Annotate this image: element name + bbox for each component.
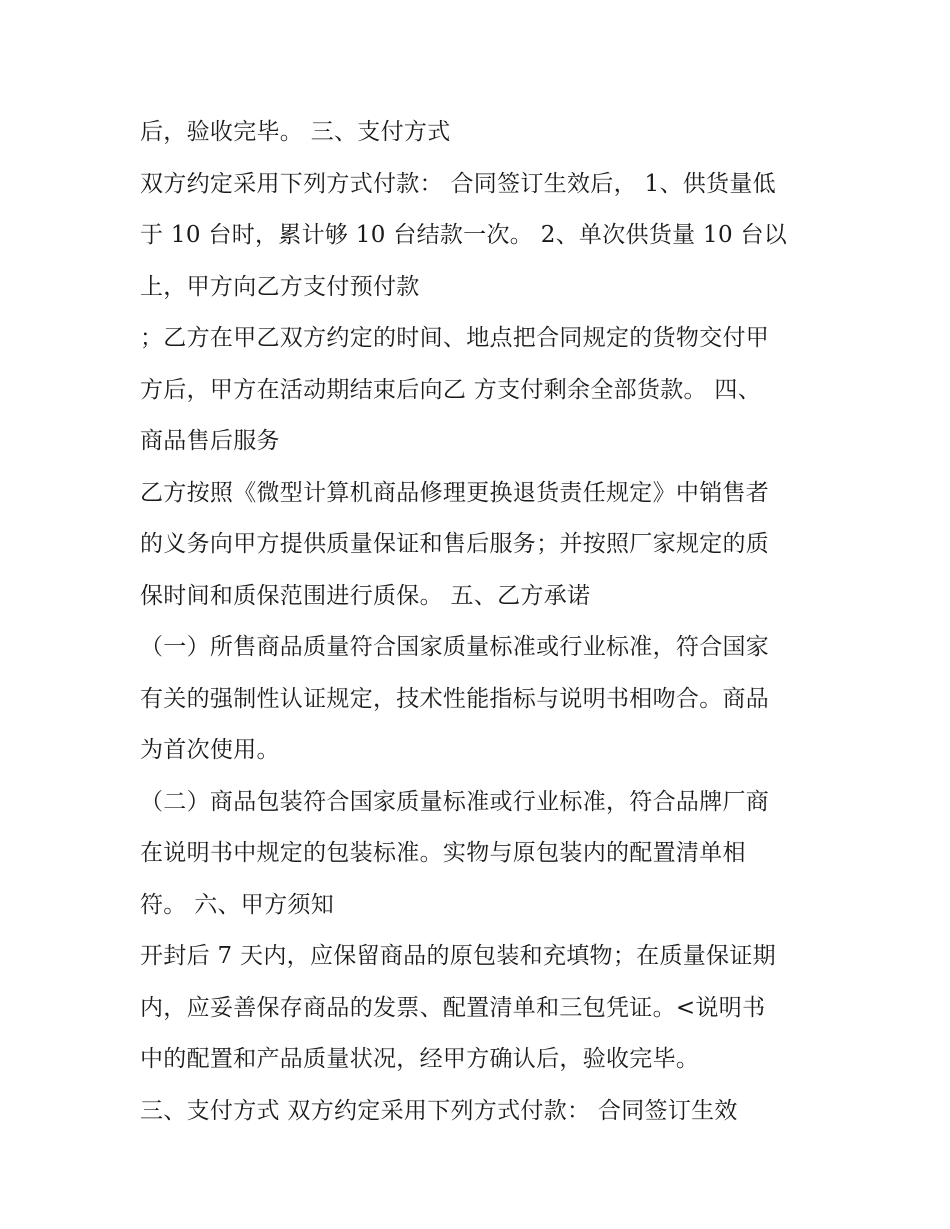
text-line: 后，验收完毕。 三、支付方式: [140, 119, 451, 145]
text-line: 于 10 台时，累计够 10 台结款一次。 2、单次供货量 10 台以: [140, 222, 788, 248]
text-line: 上，甲方向乙方支付预付款: [140, 273, 420, 300]
text-line: 三、支付方式 双方约定采用下列方式付款： 合同签订生效: [140, 1097, 738, 1124]
text-line: 在说明书中规定的包装标准。实物与原包装内的配置清单相: [140, 840, 746, 866]
text-line: 的义务向甲方提供质量保证和售后服务；并按照厂家规定的质: [140, 531, 770, 557]
document-body: [140, 107, 820, 1137]
text-line: ；乙方在甲乙双方约定的时间、地点把合同规定的货物交付甲: [140, 325, 770, 351]
text-line: 内，应妥善保存商品的发票、配置清单和三包凭证。<说明书: [140, 994, 766, 1021]
text-line: 商品售后服务: [140, 428, 280, 454]
text-line: （一）所售商品质量符合国家质量标准或行业标准，符合国家: [140, 634, 770, 660]
text-line: 保时间和质保范围进行质保。 五、乙方承诺: [140, 582, 591, 609]
text-line: 符。 六、甲方须知: [140, 891, 335, 918]
text-line: 方后，甲方在活动期结束后向乙 方支付剩余全部货款。 四、: [140, 376, 762, 403]
text-line: 开封后 7 天内，应保留商品的原包装和充填物；在质量保证期: [140, 943, 776, 969]
text-line: （二）商品包装符合国家质量标准或行业标准，符合品牌厂商: [140, 788, 770, 815]
text-line: 乙方按照《微型计算机商品修理更换退货责任规定》中销售者: [140, 479, 770, 506]
text-line: 双方约定采用下列方式付款： 合同签订生效后， 1、供货量低: [140, 170, 776, 197]
text-line: 中的配置和产品质量状况，经甲方确认后，验收完毕。: [140, 1046, 700, 1072]
text-line: 为首次使用。: [140, 737, 280, 763]
text-line: 有关的强制性认证规定，技术性能指标与说明书相吻合。商品: [140, 685, 770, 712]
